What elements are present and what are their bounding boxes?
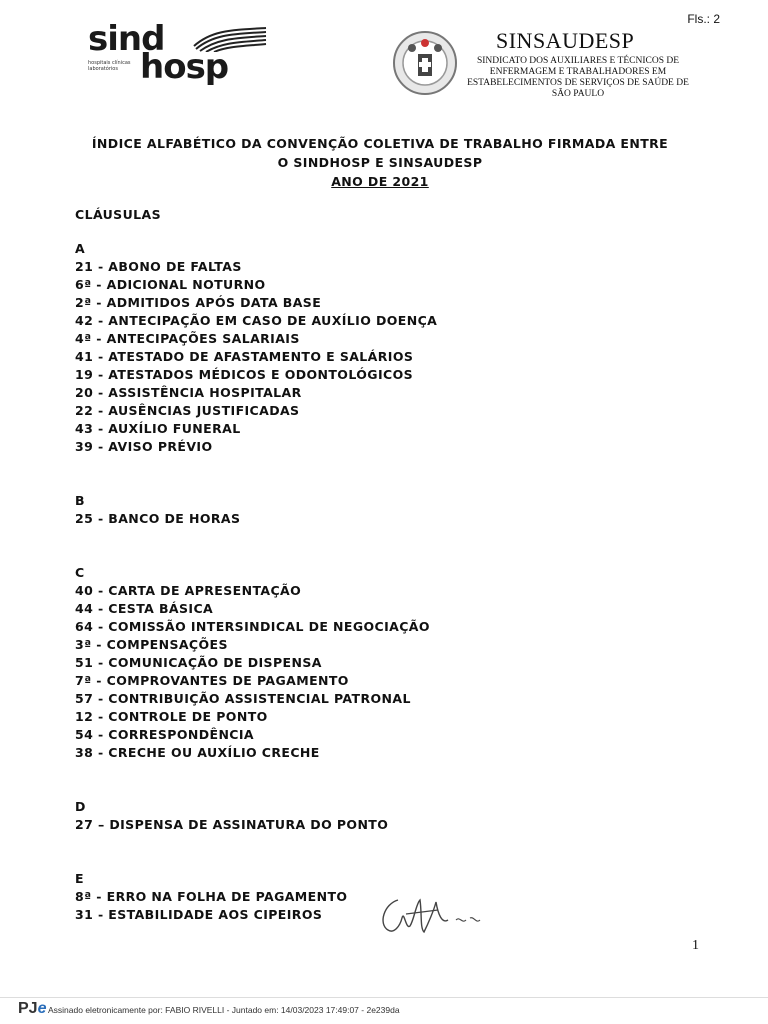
list-item: 22 - AUSÊNCIAS JUSTIFICADAS — [75, 403, 300, 418]
list-item: 19 - ATESTADOS MÉDICOS E ODONTOLÓGICOS — [75, 367, 413, 382]
section-letter: D — [75, 799, 86, 814]
page-number: 1 — [692, 938, 699, 953]
title-line-2: O SINDHOSP E SINSAUDESP — [277, 155, 483, 170]
pje-logo-e: e — [37, 1000, 47, 1017]
list-item: 21 - ABONO DE FALTAS — [75, 259, 242, 274]
list-item: 43 - AUXÍLIO FUNERAL — [75, 421, 241, 436]
clauses-heading: CLÁUSULAS — [75, 207, 161, 222]
list-item: 2ª - ADMITIDOS APÓS DATA BASE — [75, 295, 322, 310]
section-b — [75, 492, 675, 528]
list-item: 27 – DISPENSA DE ASSINATURA DO PONTO — [75, 817, 389, 832]
clause-index — [75, 206, 675, 924]
title-year: ANO DE 2021 — [331, 174, 429, 189]
section-d — [75, 798, 675, 834]
list-item: 54 - CORRESPONDÊNCIA — [75, 727, 255, 742]
list-item: 20 - ASSISTÊNCIA HOSPITALAR — [75, 385, 302, 400]
union-emblem-icon — [392, 30, 458, 96]
list-item: 12 - CONTROLE DE PONTO — [75, 709, 268, 724]
logo-tagline: hospitais clínicas laboratórios — [88, 60, 131, 72]
org-description: SINDICATO DOS AUXILIARES E TÉCNICOS DE ENFERMAGEM E TRABALHADORES EM ESTABELECIMENTOS DE SERVIÇOS DE SAÚDE DE SÃO PAULO — [467, 56, 689, 99]
list-item: 6ª - ADICIONAL NOTURNO — [75, 277, 266, 292]
handwritten-signature — [376, 890, 486, 940]
list-item: 39 - AVISO PRÉVIO — [75, 439, 213, 454]
section-e — [75, 870, 675, 924]
list-item: 38 - CRECHE OU AUXÍLIO CRECHE — [75, 745, 320, 760]
section-letter: B — [75, 493, 85, 508]
org-name: SINSAUDESP — [496, 28, 635, 53]
list-item: 8ª - ERRO NA FOLHA DE PAGAMENTO — [75, 889, 348, 904]
list-item: 44 - CESTA BÁSICA — [75, 601, 214, 616]
logo-hosp-text: hosp — [140, 47, 229, 87]
section-letter: A — [75, 241, 86, 256]
document-title — [60, 134, 700, 191]
list-item: 3ª - COMPENSAÇÕES — [75, 637, 228, 652]
list-item: 7ª - COMPROVANTES DE PAGAMENTO — [75, 673, 349, 688]
title-line-1: ÍNDICE ALFABÉTICO DA CONVENÇÃO COLETIVA DE TRABALHO FIRMADA ENTRE — [91, 136, 669, 151]
section-a — [75, 240, 675, 456]
footer-signature-text: Assinado eletronicamente por: FABIO RIVELLI - Juntado em: 14/03/2023 17:49:07 - 2e239da — [48, 1005, 400, 1015]
section-c — [75, 564, 675, 762]
list-item: 25 - BANCO DE HORAS — [75, 511, 241, 526]
list-item: 40 - CARTA DE APRESENTAÇÃO — [75, 583, 302, 598]
list-item: 41 - ATESTADO DE AFASTAMENTO E SALÁRIOS — [75, 349, 414, 364]
list-item: 4ª - ANTECIPAÇÕES SALARIAIS — [75, 331, 300, 346]
signature-footer — [0, 997, 768, 1024]
logo-sind-text: sind — [88, 19, 165, 59]
list-item: 64 - COMISSÃO INTERSINDICAL DE NEGOCIAÇÃO — [75, 619, 430, 634]
list-item: 51 - COMUNICAÇÃO DE DISPENSA — [75, 655, 322, 670]
list-item: 42 - ANTECIPAÇÃO EM CASO DE AUXÍLIO DOENÇA — [75, 313, 438, 328]
sinsaudesp-logo — [392, 26, 712, 106]
pje-logo — [18, 1000, 46, 1018]
sindhosp-logo — [88, 19, 268, 87]
section-letter: E — [75, 871, 84, 886]
section-letter: C — [75, 565, 85, 580]
list-item: 31 - ESTABILIDADE AOS CIPEIROS — [75, 907, 323, 922]
pje-logo-text: PJ — [18, 1000, 38, 1017]
page-label: Fls.: 2 — [687, 12, 720, 26]
list-item: 57 - CONTRIBUIÇÃO ASSISTENCIAL PATRONAL — [75, 691, 411, 706]
